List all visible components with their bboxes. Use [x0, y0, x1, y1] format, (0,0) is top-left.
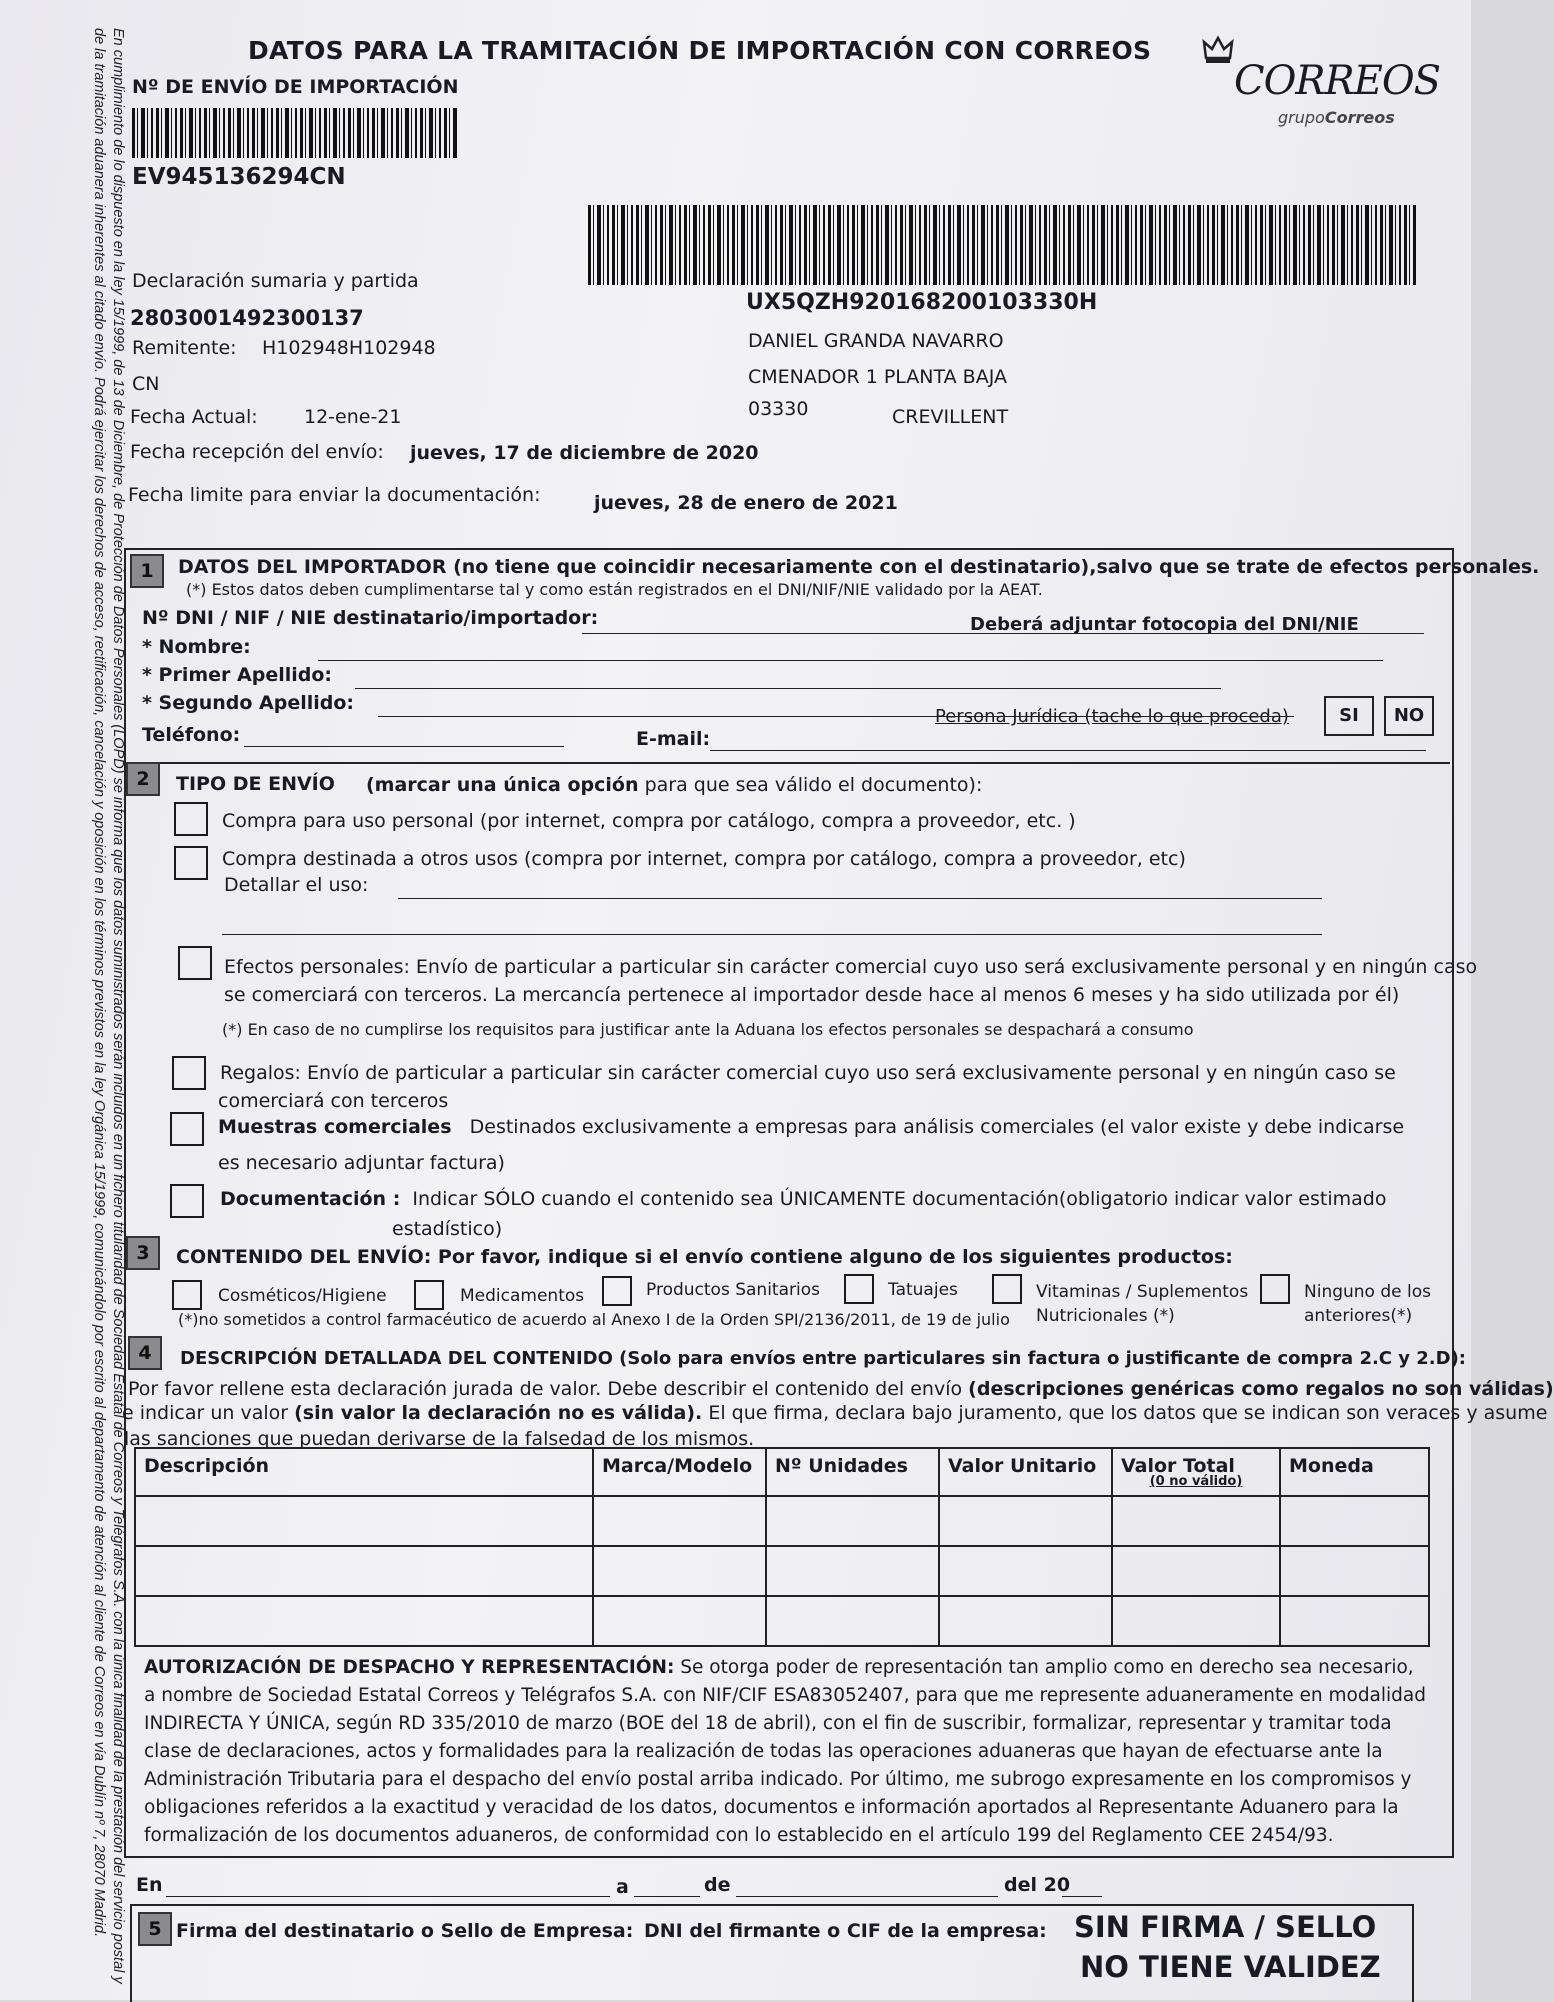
option-personal-effects-line2: se comerciará con terceros. La mercancía pertenece al importador desde hace al menos 6 meses y ha sido utilizada por él): [224, 984, 1400, 1006]
section-4-line1: [128, 1378, 1554, 1400]
name-label: * Nombre:: [142, 636, 251, 658]
section-4-title: DESCRIPCIÓN DETALLADA DEL CONTENIDO (Solo para envíos entre particulares sin factura o justificante de compra 2.C y 2.D):: [180, 1348, 1467, 1369]
declaration-value: 2803001492300137: [130, 306, 364, 330]
col-currency: Moneda: [1280, 1448, 1429, 1496]
option-personal-effects-line1: Efectos personales: Envío de particular a particular sin carácter comercial cuyo uso será exclusivamente personal y en ningún caso: [224, 956, 1478, 978]
section-4-line2-c: El que firma, declara bajo juramento, que los datos que se indican son veraces y asume: [702, 1402, 1548, 1424]
product-none-line1: Ninguno de los: [1304, 1282, 1431, 1302]
col-brand: Marca/Modelo: [593, 1448, 766, 1496]
import-number-label: Nº DE ENVÍO DE IMPORTACIÓN: [132, 76, 459, 98]
section-2-subtitle: [366, 774, 982, 796]
col-total-value-label: Valor Total: [1121, 1455, 1235, 1477]
first-surname-label: * Primer Apellido:: [142, 664, 333, 686]
col-description: Descripción: [135, 1448, 593, 1496]
recipient-address: CMENADOR 1 PLANTA BAJA: [748, 366, 1007, 388]
table-cell[interactable]: [135, 1496, 593, 1546]
section-4-line2-a: e indicar un valor: [122, 1402, 295, 1424]
phone-input-line[interactable]: [244, 746, 564, 747]
email-label: E-mail:: [636, 728, 711, 750]
option-gifts-line2: comerciará con terceros: [218, 1090, 449, 1112]
privacy-notice: [52, 28, 127, 1988]
section-4-line2-b: (sin valor la declaración no es válida).: [294, 1402, 703, 1424]
authorization-first: Se otorga poder de representación tan amplio como en derecho sea necesario,: [674, 1657, 1414, 1678]
logo-group-suffix: Correos: [1324, 108, 1395, 127]
product-medicines: Medicamentos: [460, 1286, 585, 1306]
deadline-label: Fecha limite para enviar la documentación:: [128, 484, 541, 506]
table-cell[interactable]: [135, 1546, 593, 1596]
year-input-line[interactable]: [1062, 1896, 1102, 1897]
authorization-text: [144, 1654, 1434, 1850]
table-row: [135, 1546, 1429, 1596]
validity-warning-line1: SIN FIRMA / SELLO: [1074, 1910, 1377, 1944]
signer-dni-label: DNI del firmante o CIF de la empresa:: [644, 1920, 1047, 1942]
personal-effects-note: (*) En caso de no cumplirse los requisitos para justificar ante la Aduana los efectos personales se despachará a consumo: [222, 1020, 1194, 1039]
day-label: a: [616, 1876, 629, 1898]
table-cell[interactable]: [1112, 1596, 1280, 1646]
table-cell[interactable]: [1112, 1496, 1280, 1546]
declaration-label: Declaración sumaria y partida: [132, 270, 419, 292]
month-input-line[interactable]: [736, 1896, 998, 1897]
signature-label: Firma del destinatario o Sello de Empresa:: [176, 1920, 634, 1942]
option-docs-line1: [220, 1188, 1386, 1210]
option-samples-line1: [218, 1116, 1404, 1138]
section-5-number: 5: [138, 1912, 172, 1946]
current-date-label: Fecha Actual:: [130, 406, 258, 428]
table-cell[interactable]: [593, 1596, 766, 1646]
option-docs-text: Indicar SÓLO cuando el contenido sea ÚNICAMENTE documentación(obligatorio indicar valor estimado: [412, 1188, 1387, 1210]
option-samples-label: Muestras comerciales: [218, 1116, 452, 1138]
option-other-purchase: Compra destinada a otros usos (compra por internet, compra por catálogo, compra a proveedor, etc): [222, 848, 1186, 870]
col-units: Nº Unidades: [766, 1448, 939, 1496]
section-1-title: DATOS DEL IMPORTADOR (no tiene que coincidir necesariamente con el destinatario),salvo que se trate de efectos personales.: [178, 556, 1540, 578]
table-row: [135, 1496, 1429, 1546]
detail-use-input-line-2[interactable]: [222, 934, 1322, 935]
table-cell[interactable]: [766, 1546, 939, 1596]
col-total-value: [1112, 1448, 1280, 1496]
product-vitamins: Vitaminas / Suplementos: [1036, 1282, 1249, 1302]
product-sanitary: Productos Sanitarios: [646, 1280, 820, 1300]
checkbox-gifts[interactable]: [172, 1056, 206, 1090]
checkbox-documentation[interactable]: [170, 1184, 204, 1218]
recipient-name: DANIEL GRANDA NAVARRO: [748, 330, 1004, 352]
legal-entity-label: Persona Jurídica (tache lo que proceda): [935, 706, 1289, 727]
place-input-line[interactable]: [166, 1896, 610, 1897]
section-divider-1: [124, 762, 1450, 764]
option-samples-text: Destinados exclusivamente a empresas para análisis comerciales (el valor existe y debe indicarse: [469, 1116, 1405, 1138]
option-gifts-line1: [220, 1062, 1396, 1084]
phone-label: Teléfono:: [142, 724, 241, 746]
checkbox-personal-effects[interactable]: [178, 946, 212, 980]
legal-entity-yes[interactable]: SI: [1324, 696, 1374, 736]
checkbox-other-purchase[interactable]: [174, 846, 208, 880]
detail-use-label: Detallar el uso:: [224, 874, 369, 896]
option-gifts-text: Envío de particular a particular sin carácter comercial cuyo uso será exclusivamente personal y en ningún caso se: [307, 1062, 1396, 1084]
authorization-title: AUTORIZACIÓN DE DESPACHO Y REPRESENTACIÓN:: [144, 1657, 675, 1678]
reception-label: Fecha recepción del envío:: [130, 441, 384, 463]
option-personal-purchase: Compra para uso personal (por internet, compra por catálogo, compra a proveedor, etc. ): [222, 810, 1076, 832]
section-2-title: TIPO DE ENVÍO: [176, 773, 335, 795]
section-4-number: 4: [128, 1336, 162, 1370]
table-header-row: [135, 1448, 1429, 1496]
table-cell[interactable]: [766, 1496, 939, 1546]
name-input-line[interactable]: [318, 660, 1383, 661]
section-1-note: (*) Estos datos deben cumplimentarse tal y como están registrados en el DNI/NIF/NIE validado por la AEAT.: [186, 580, 1043, 599]
checkbox-sanitary[interactable]: [602, 1276, 632, 1306]
logo-group: [1278, 108, 1395, 127]
option-docs-line2: estadístico): [392, 1218, 503, 1240]
page-title: DATOS PARA LA TRAMITACIÓN DE IMPORTACIÓN CON CORREOS: [248, 36, 1152, 65]
option-gifts-label: Regalos:: [220, 1062, 301, 1084]
month-label: de: [704, 1874, 731, 1896]
tracking-barcode: [588, 205, 1416, 285]
dni-hint: Deberá adjuntar fotocopia del DNI/NIE: [970, 614, 1359, 635]
crown-icon: [1202, 34, 1234, 64]
checkbox-none[interactable]: [1260, 1274, 1290, 1304]
table-cell[interactable]: [593, 1496, 766, 1546]
section-2-subtitle-bold: (marcar una única opción: [366, 774, 639, 796]
recipient-city: CREVILLENT: [892, 406, 1009, 428]
correos-logo: [1196, 30, 1441, 130]
privacy-notice-text: En cumplimiento de lo dispuesto en la ley 15/1999, de 13 de Diciembre, de Protección de Datos Personales (LOPD) se informa que los datos suministrados serán incluidos en un fichero titularidad de Sociedad Estatal de Correos y Telégrafos S.A. con la única finalidad de la prestación del servicio postal y de la tramitación aduanera inherentes al citado envío. Podrá ejercitar los derechos de acceso, rectificación, cancelación y oposición en los términos previstos en la ley Orgánica 15/1999, comunicándolo por escrito al departamento de atención al cliente de Correos en vía Dublín nº 7, 28070 Madrid.: [91, 28, 126, 1984]
detail-use-input-line[interactable]: [398, 898, 1322, 899]
email-input-line[interactable]: [710, 750, 1426, 751]
recipient-postal-code: 03330: [748, 398, 809, 420]
product-tattoos: Tatuajes: [888, 1280, 958, 1300]
second-surname-label: * Segundo Apellido:: [142, 692, 355, 714]
current-date-value: 12-ene-21: [304, 406, 402, 428]
section-2-number: 2: [126, 762, 160, 796]
table-cell[interactable]: [135, 1596, 593, 1646]
checkbox-personal-purchase[interactable]: [174, 802, 208, 836]
table-row: [135, 1596, 1429, 1646]
section-3-note: (*)no sometidos a control farmacéutico de acuerdo al Anexo I de la Orden SPI/2136/2011, de 19 de julio: [178, 1310, 1010, 1329]
sender-value: H102948H102948: [262, 337, 436, 359]
table-cell[interactable]: [593, 1546, 766, 1596]
option-samples-line2: es necesario adjuntar factura): [218, 1152, 505, 1174]
content-table: [134, 1447, 1430, 1647]
day-input-line[interactable]: [634, 1896, 700, 1897]
section-4-line3: las sanciones que puedan derivarse de la falsedad de los mismos.: [124, 1428, 755, 1450]
section-3-number: 3: [126, 1236, 160, 1270]
tracking-code: UX5QZH920168200103330H: [746, 290, 1098, 315]
reception-value: jueves, 17 de diciembre de 2020: [410, 442, 759, 464]
table-cell[interactable]: [939, 1496, 1112, 1546]
product-none-line2: anteriores(*): [1304, 1306, 1413, 1326]
checkbox-medicines[interactable]: [414, 1280, 444, 1310]
logo-wordmark: CORREOS: [1234, 58, 1441, 104]
validity-warning-line2: NO TIENE VALIDEZ: [1080, 1950, 1381, 1984]
checkbox-tattoos[interactable]: [844, 1274, 874, 1304]
section-4-line1-b: (descripciones genéricas como regalos no son válidas): [968, 1378, 1554, 1400]
checkbox-cosmetics[interactable]: [172, 1280, 202, 1310]
place-label: En: [136, 1874, 163, 1896]
col-total-value-note: (0 no válido): [1149, 1474, 1243, 1489]
section-1-number: 1: [130, 554, 164, 588]
origin-country: CN: [132, 373, 160, 395]
section-4-line2: [122, 1402, 1547, 1424]
section-4-line1-a: Por favor rellene esta declaración jurada de valor. Debe describir el contenido del envío: [128, 1378, 969, 1400]
authorization-body: a nombre de Sociedad Estatal Correos y Telégrafos S.A. con NIF/CIF ESA83052407, para que me represente aduaneramente en modalidad INDIRECTA Y ÚNICA, según RD 335/2010 de marzo (BOE del 18 de abril), con el fin de suscribir, formalizar, representar y tramitar toda clase de declaraciones, actos y formalidades para la realización de todas las operaciones aduaneras que hayan de efectuarse ante la Administración Tributaria para el despacho del envío postal arriba indicado. Por último, me subrogo expresamente en los compromisos y obligaciones referidos a la exactitud y veracidad de los datos, documentos e información aportados al Representante Aduanero para la formalización de los documentos aduaneros, de conformidad con lo establecido en el artículo 199 del Reglamento CEE 2454/93.: [144, 1685, 1427, 1846]
checkbox-commercial-samples[interactable]: [170, 1112, 204, 1146]
import-barcode: [132, 108, 457, 158]
section-3-title: CONTENIDO DEL ENVÍO: Por favor, indique si el envío contiene alguno de los siguientes productos:: [176, 1246, 1233, 1268]
section-2-subtitle-rest: para que sea válido el documento):: [644, 774, 983, 796]
year-label: del 20: [1004, 1874, 1071, 1896]
product-cosmetics: Cosméticos/Higiene: [218, 1286, 387, 1306]
table-cell[interactable]: [939, 1596, 1112, 1646]
legal-entity-no[interactable]: NO: [1384, 696, 1434, 736]
sender-label: Remitente:: [132, 337, 237, 359]
deadline-value: jueves, 28 de enero de 2021: [594, 492, 898, 514]
table-cell[interactable]: [1112, 1546, 1280, 1596]
col-unit-value: Valor Unitario: [939, 1448, 1112, 1496]
table-cell[interactable]: [766, 1596, 939, 1646]
table-cell[interactable]: [1280, 1596, 1429, 1646]
checkbox-vitamins[interactable]: [992, 1274, 1022, 1304]
import-number: EV945136294CN: [132, 164, 346, 190]
table-cell[interactable]: [1280, 1496, 1429, 1546]
table-cell[interactable]: [1280, 1546, 1429, 1596]
table-cell[interactable]: [939, 1546, 1112, 1596]
product-nutritional: Nutricionales (*): [1036, 1306, 1175, 1326]
option-docs-label: Documentación :: [220, 1188, 401, 1210]
dni-label: Nº DNI / NIF / NIE destinatario/importador:: [142, 607, 599, 629]
first-surname-input-line[interactable]: [355, 688, 1221, 689]
logo-group-prefix: grupo: [1278, 108, 1325, 127]
